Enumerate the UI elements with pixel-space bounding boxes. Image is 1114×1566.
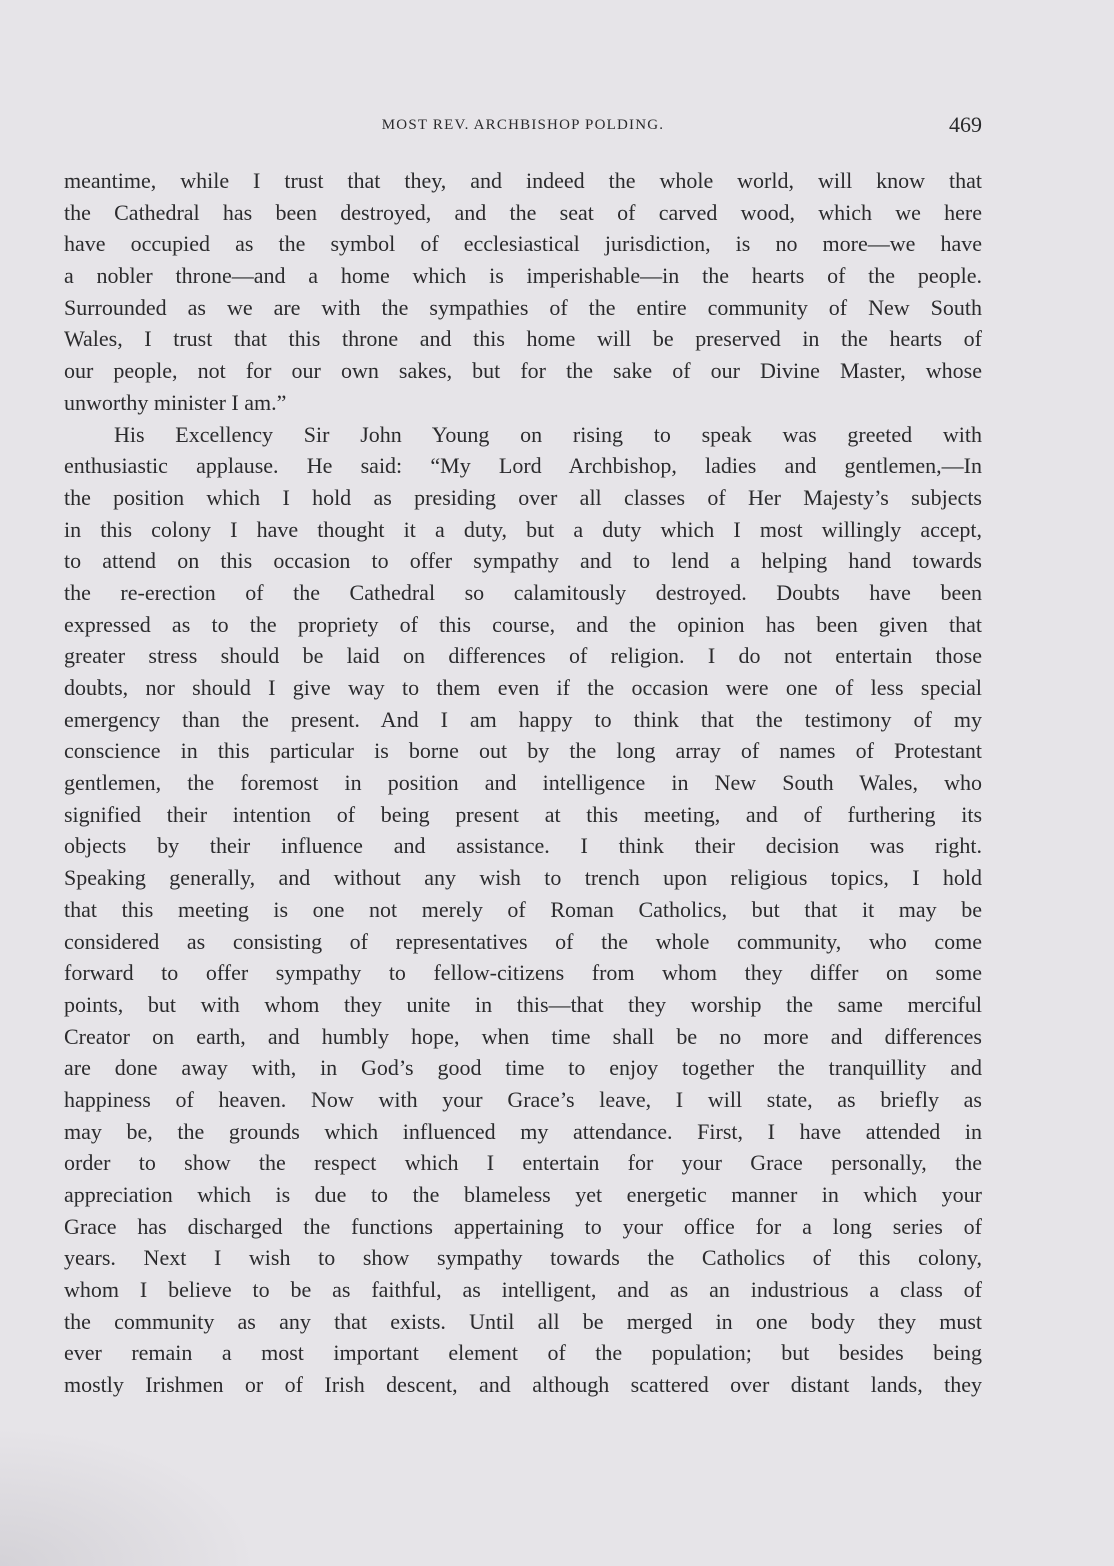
text-line: greater stress should be laid on differences of religion. I do not entertain those bbox=[64, 643, 982, 669]
text-line: the position which I hold as presiding over all classes of Her Majesty’s subjects bbox=[64, 484, 982, 510]
text-line: whom I believe to be as faithful, as intelligent, and as an industrious a class of bbox=[64, 1277, 982, 1303]
text-line: mostly Irishmen or of Irish descent, and although scattered over distant lands, they bbox=[64, 1372, 982, 1398]
text-line: unworthy minister I am.” bbox=[64, 389, 287, 415]
text-line: forward to offer sympathy to fellow-citizens from whom they differ on some bbox=[64, 960, 982, 986]
text-line: the re-erection of the Cathedral so calamitously destroyed. Doubts have been bbox=[64, 579, 982, 605]
text-line: order to show the respect which I entertain for your Grace personally, the bbox=[64, 1150, 982, 1176]
text-line: points, but with whom they unite in this—that they worship the same merciful bbox=[64, 991, 982, 1017]
text-line: that this meeting is one not merely of Roman Catholics, but that it may be bbox=[64, 896, 982, 922]
text-line: Wales, I trust that this throne and this home will be preserved in the hearts of bbox=[64, 326, 982, 352]
page-header bbox=[64, 112, 982, 142]
text-line: gentlemen, the foremost in position and intelligence in New South Wales, who bbox=[64, 770, 982, 796]
text-line: considered as consisting of representatives of the whole community, who come bbox=[64, 928, 982, 954]
text-line: meantime, while I trust that they, and indeed the whole world, will know that bbox=[64, 168, 982, 193]
text-line: conscience in this particular is borne out by the long array of names of Protestant bbox=[64, 738, 982, 764]
text-line: appreciation which is due to the blameless yet energetic manner in which your bbox=[64, 1182, 982, 1207]
text-line: Grace has discharged the functions appertaining to your office for a long series of bbox=[64, 1213, 982, 1239]
text-line: Surrounded as we are with the sympathies of the entire community of New South bbox=[64, 294, 982, 320]
text-line: to attend on this occasion to offer sympathy and to lend a helping hand towards bbox=[64, 548, 982, 574]
page-number: 469 bbox=[949, 112, 982, 137]
text-line: signified their intention of being present at this meeting, and of furthering its bbox=[64, 801, 982, 827]
text-line: have occupied as the symbol of ecclesiastical jurisdiction, is no more—we have bbox=[64, 231, 982, 257]
text-line: the community as any that exists. Until all be merged in one body they must bbox=[64, 1308, 982, 1334]
text-line: ever remain a most important element of the population; but besides being bbox=[64, 1340, 982, 1366]
text-line: in this colony I have thought it a duty, but a duty which I most willingly accept, bbox=[64, 516, 982, 542]
text-line: emergency than the present. And I am happy to think that the testimony of my bbox=[64, 706, 982, 732]
text-line: Speaking generally, and without any wish to trench upon religious topics, I hold bbox=[64, 865, 982, 891]
text-line: our people, not for our own sakes, but for the sake of our Divine Master, whose bbox=[64, 358, 982, 384]
text-line: His Excellency Sir John Young on rising to speak was greeted with bbox=[114, 421, 982, 447]
text-line: Creator on earth, and humbly hope, when time shall be no more and differences bbox=[64, 1023, 982, 1049]
text-line: enthusiastic applause. He said: “My Lord Archbishop, ladies and gentlemen,—In bbox=[64, 453, 982, 479]
text-line: a nobler throne—and a home which is imperishable—in the hearts of the people. bbox=[64, 263, 982, 289]
text-line: objects by their influence and assistance. I think their decision was right. bbox=[64, 833, 982, 859]
paper-stain bbox=[0, 1426, 260, 1566]
text-line: happiness of heaven. Now with your Grace’s leave, I will state, as briefly as bbox=[64, 1086, 982, 1112]
running-head: MOST REV. ARCHBISHOP POLDING. bbox=[381, 117, 665, 133]
text-line: the Cathedral has been destroyed, and the seat of carved wood, which we here bbox=[64, 199, 982, 225]
text-line: doubts, nor should I give way to them even if the occasion were one of less special bbox=[64, 675, 982, 700]
text-line: expressed as to the propriety of this course, and the opinion has been given that bbox=[64, 611, 982, 637]
text-line: are done away with, in God’s good time to enjoy together the tranquillity and bbox=[64, 1055, 982, 1081]
body-text bbox=[64, 165, 982, 1401]
text-line: years. Next I wish to show sympathy towards the Catholics of this colony, bbox=[64, 1245, 982, 1271]
text-line: may be, the grounds which influenced my attendance. First, I have attended in bbox=[64, 1118, 982, 1144]
